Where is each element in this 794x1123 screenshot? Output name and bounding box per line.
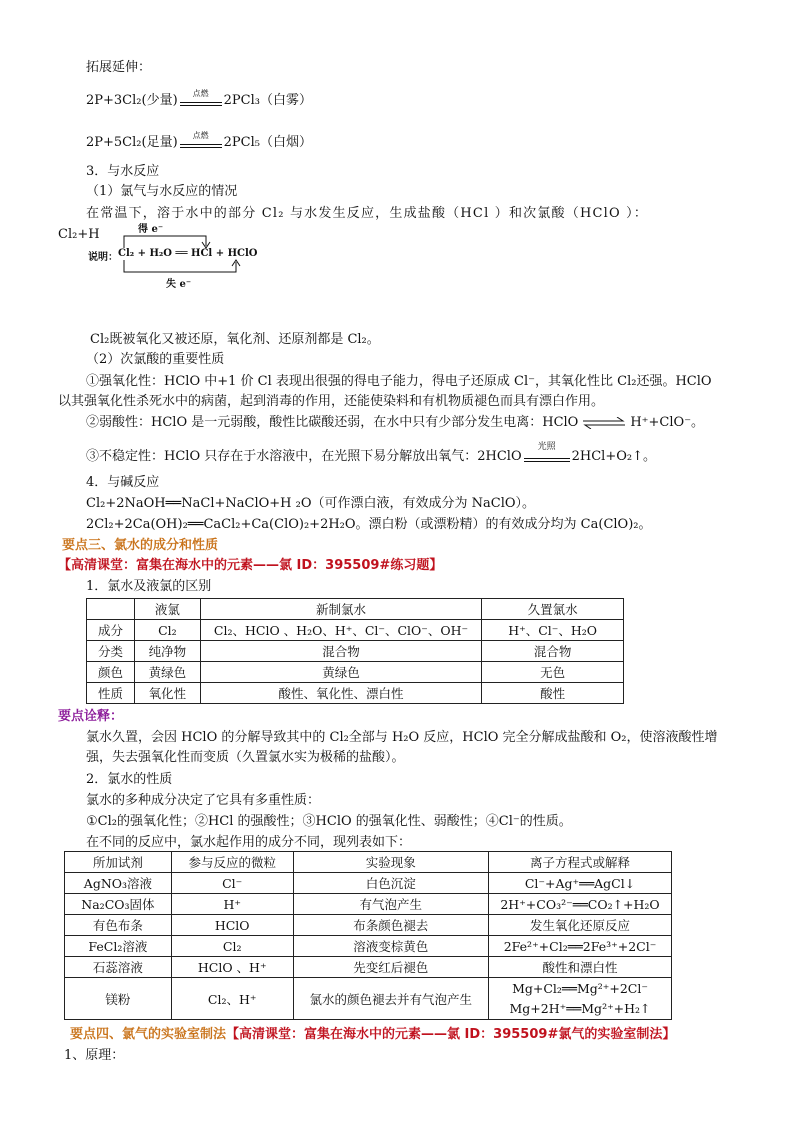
table-cell: 纯净物 [134, 641, 200, 662]
instability-products: 2HCl+O₂↑。 [571, 449, 656, 464]
subsection-2-heading: （2）次氯酸的重要性质 [86, 352, 225, 367]
header-cell [87, 599, 135, 620]
equation-pcl5 [86, 130, 312, 152]
table-cell: 无色 [482, 662, 624, 683]
diagram-label: 说明： [88, 252, 118, 263]
table-header-row [87, 599, 624, 620]
table-cell: Cl₂ [171, 936, 293, 957]
table-row [65, 915, 672, 936]
table-cell: 2Fe²⁺+Cl₂══2Fe³⁺+2Cl⁻ [489, 936, 672, 957]
table-cell: AgNO₃溶液 [65, 873, 172, 894]
cl2-h-fragment: Cl₂+H [58, 227, 100, 242]
strong-oxidizing-line2: 以其强氧化性杀死水中的病菌，起到消毒的作用，还能使染料和有机物质褪色而具有漂白作用。 [58, 394, 605, 409]
table-cell: 镁粉 [65, 978, 172, 1020]
hd-class-link-exercises[interactable]: 【高清课堂：富集在海水中的元素——氯 ID：395509#练习题】 [58, 558, 443, 573]
weak-acidity-ions: H⁺+ClO⁻。 [630, 415, 705, 430]
table-cell: HClO [171, 915, 293, 936]
alkali-reaction-2: 2Cl₂+2Ca(OH)₂══CaCl₂+Ca(ClO)₂+2H₂O。漂白粉（或漂粉精）的有效成分均为 Ca(ClO)₂。 [86, 517, 652, 532]
table-row [65, 957, 672, 978]
table-cell: 溶液变棕黄色 [293, 936, 488, 957]
gain-electron-label: 得 e⁻ [138, 224, 164, 235]
section-4-heading: 4．与碱反应 [86, 475, 160, 490]
table-cell: Na₂CO₃固体 [65, 894, 172, 915]
table-cell: 混合物 [482, 641, 624, 662]
table-cell: H⁺ [171, 894, 293, 915]
diagram-equation: Cl₂ + H₂O ══ HCl + HClO [118, 248, 258, 259]
table-cell: 分类 [87, 641, 135, 662]
table-cell: FeCl₂溶液 [65, 936, 172, 957]
chlorine-water-vs-liquid-table [86, 598, 624, 704]
eq1-right: 2PCl₃（白雾） [223, 93, 312, 108]
chlorine-water-properties-table [64, 851, 672, 1020]
hd-class-link-lab-prep[interactable]: 【高清课堂：富集在海水中的元素——氯 ID：395509#氯气的实验室制法】 [226, 1027, 676, 1042]
table-cell: 黄绿色 [200, 662, 481, 683]
table-cell: Cl₂ [134, 620, 200, 641]
section-3-heading: 3．与水反应 [86, 164, 160, 179]
table-cell: HClO 、H⁺ [171, 957, 293, 978]
multiple-properties-line: 氯水的多种成分决定了它具有多重性质： [86, 793, 321, 808]
table-cell: Cl₂、HClO 、H₂O、H⁺、Cl⁻、ClO⁻、OH⁻ [200, 620, 481, 641]
table-row [65, 894, 672, 915]
header-cell: 实验现象 [293, 852, 488, 873]
electron-transfer-diagram [86, 218, 266, 288]
table-row [87, 662, 624, 683]
table-row [65, 936, 672, 957]
table-cell: 酸性、氧化性、漂白性 [200, 683, 481, 704]
key-point-4-heading: 要点四、氯气的实验室制法 [70, 1027, 227, 1042]
weak-acidity-line [86, 414, 704, 432]
key-point-3-heading: 要点三、氯水的成分和性质 [62, 538, 219, 553]
instability-line [86, 441, 656, 466]
table-cell: 有气泡产生 [293, 894, 488, 915]
table-cell [489, 978, 672, 1020]
table-cell: 有色布条 [65, 915, 172, 936]
key-explanation-heading: 要点诠释： [58, 709, 124, 724]
table-cell: 黄绿色 [134, 662, 200, 683]
eq1-left: 2P+3Cl₂(少量) [86, 93, 178, 108]
magnesium-chlorine-equation: Mg+Cl₂══Mg²⁺+2Cl⁻ [512, 980, 648, 996]
note-self-redox: Cl₂既被氧化又被还原，氧化剂、还原剂都是 Cl₂。 [90, 332, 380, 347]
explanation-line1: 氯水久置，会因 HClO 的分解导致其中的 Cl₂全部与 H₂O 反应，HClO 完全分解成盐酸和 O₂，使溶液酸性增 [86, 730, 718, 745]
equals-arrow [180, 88, 222, 108]
table-header-row [65, 852, 672, 873]
table-cell: 氧化性 [134, 683, 200, 704]
table-cell: 混合物 [200, 641, 481, 662]
different-components-line: 在不同的反应中，氯水起作用的成分不同，现列表如下： [86, 835, 412, 850]
reversible-arrow-icon [581, 417, 627, 429]
table-cell: 2H⁺+CO₃²⁻══CO₂↑+H₂O [489, 894, 672, 915]
eq1-condition: 点燃 [192, 88, 209, 98]
equals-arrow [524, 441, 570, 464]
table-cell: 布条颜色褪去 [293, 915, 488, 936]
table-row [87, 683, 624, 704]
key-point-4-line [70, 1026, 675, 1044]
light-condition: 光照 [537, 441, 556, 452]
eq2-condition: 点燃 [192, 130, 209, 140]
para-water-reaction: 在常温下，溶于水中的部分 Cl₂ 与水发生反应，生成盐酸（HCl ）和次氯酸（HClO ）： [86, 206, 649, 221]
table-cell: 颜色 [87, 662, 135, 683]
table-cell: Cl₂、H⁺ [171, 978, 293, 1020]
table-cell: Cl⁻ [171, 873, 293, 894]
table-cell: 氯水的颜色褪去并有气泡产生 [293, 978, 488, 1020]
principle-heading: 1、原理： [64, 1048, 125, 1063]
item-2-heading: 2．氯水的性质 [86, 772, 173, 787]
subsection-1-heading: （1）氯气与水反应的情况 [86, 184, 238, 199]
lose-electron-label: 失 e⁻ [166, 279, 192, 290]
strong-oxidizing-line1: ①强氧化性：HClO 中+1 价 Cl 表现出很强的得电子能力，得电子还原成 Cl⁻，其氧化性比 Cl₂还强。HClO [86, 374, 712, 389]
table-cell: 白色沉淀 [293, 873, 488, 894]
table-cell: H⁺、Cl⁻、H₂O [482, 620, 624, 641]
table-cell: 成分 [87, 620, 135, 641]
equation-pcl3 [86, 88, 312, 110]
properties-list-line: ①Cl₂的强氧化性；②HCl 的强酸性；③HClO 的强氧化性、弱酸性；④Cl⁻的性质。 [86, 814, 572, 829]
equals-arrow [180, 130, 222, 150]
header-cell: 参与反应的微粒 [171, 852, 293, 873]
table-row [65, 873, 672, 894]
instability-text: ③不稳定性：HClO 只存在于水溶液中，在光照下易分解放出氧气：2HClO [86, 449, 522, 464]
table-cell: 性质 [87, 683, 135, 704]
header-cell: 所加试剂 [65, 852, 172, 873]
table-cell: 发生氧化还原反应 [489, 915, 672, 936]
header-cell: 新制氯水 [200, 599, 481, 620]
table-cell: 酸性 [482, 683, 624, 704]
header-cell: 液氯 [134, 599, 200, 620]
header-cell: 离子方程式或解释 [489, 852, 672, 873]
table-row [87, 620, 624, 641]
table-row [65, 978, 672, 1020]
magnesium-acid-equation: Mg+2H⁺══Mg²⁺+H₂↑ [509, 1000, 651, 1016]
table-cell: 石蕊溶液 [65, 957, 172, 978]
header-cell: 久置氯水 [482, 599, 624, 620]
table-row [87, 641, 624, 662]
item-1-heading: 1．氯水及液氯的区别 [86, 579, 212, 594]
extend-heading: 拓展延伸： [86, 60, 152, 75]
table-cell: 先变红后褪色 [293, 957, 488, 978]
eq2-right: 2PCl₅（白烟） [223, 135, 312, 150]
table-cell: 酸性和漂白性 [489, 957, 672, 978]
alkali-reaction-1: Cl₂+2NaOH══NaCl+NaClO+H ₂O（可作漂白液，有效成分为 NaClO）。 [86, 496, 536, 511]
table-cell: Cl⁻+Ag⁺══AgCl↓ [489, 873, 672, 894]
weak-acidity-text: ②弱酸性：HClO 是一元弱酸，酸性比碳酸还弱，在水中只有少部分发生电离：HClO [86, 415, 579, 430]
explanation-line2: 强，失去强氧化性而变质（久置氯水实为极稀的盐酸）。 [86, 750, 405, 765]
eq2-left: 2P+5Cl₂(足量) [86, 135, 178, 150]
